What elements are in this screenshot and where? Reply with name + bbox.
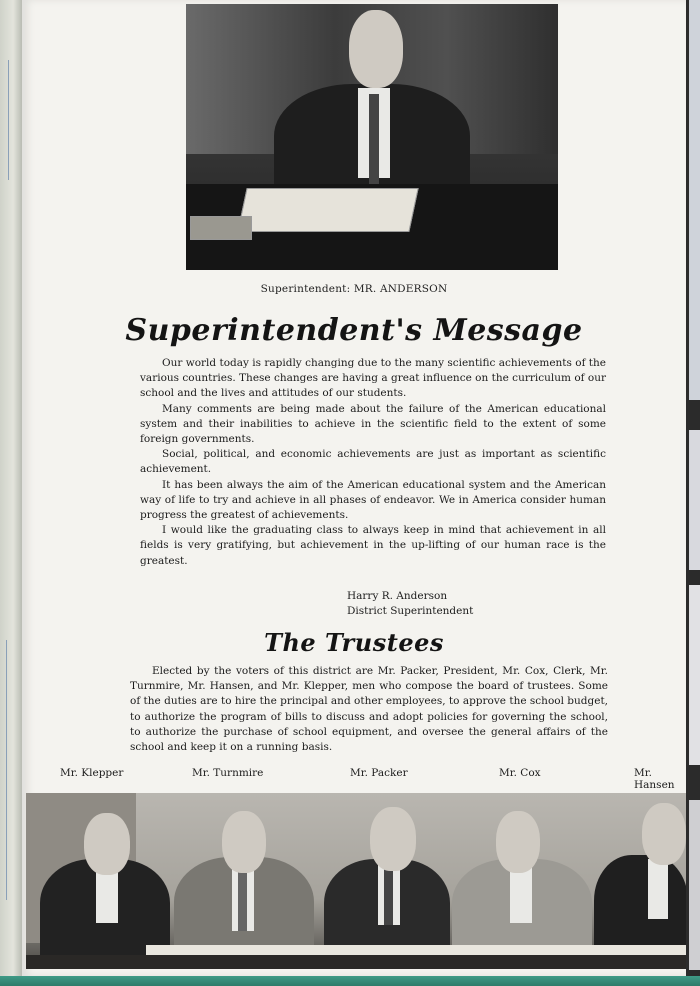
yearbook-page [22,0,686,976]
yearbook-binding [0,0,22,986]
signature-block [347,589,473,619]
message-paragraph: Social, political, and economic achievements are just as important as scientific achievement. [140,448,606,476]
pen-mark [8,60,9,180]
trustee-name: Mr. Hansen [634,767,675,791]
open-book [237,188,418,232]
message-paragraph: I would like the graduating class to always keep in mind that achievement in all fields is very gratifying, but achievement in the up-lifting of our human race is the greatest. [140,524,606,567]
signature-title: District Superintendent [347,605,474,617]
trustees-photo [26,793,688,969]
trustees-paragraph: Elected by the voters of this district are Mr. Packer, President, Mr. Cox, Clerk, Mr. Turnmire, Mr. Hansen, and Mr. Klepper, men who compose the board of trustees. Some of the duties are to hire the principal and other employees, to approve the school budget, to authorize the program of bills to discuss and adopt policies for governing the school, to authorize the purchase of school equipment, and oversee the general affairs of the school and keep it on a running basis. [130,665,608,754]
trustee-name: Mr. Packer [350,767,408,779]
trustees-title: The Trustees [264,628,444,657]
message-body [140,356,606,569]
trustee-name: Mr. Turnmire [192,767,264,779]
message-paragraph: Many comments are being made about the failure of the American educational system and their inabilities to achieve in the scientific field to the extent of some foreign governments. [140,402,606,446]
trustee-name: Mr. Cox [499,767,541,779]
signature-name: Harry R. Anderson [347,590,448,602]
message-paragraph: It has been always the aim of the American educational system and the American way of life to try and achieve in all phases of endeavor. We in America consider human progress the greatest of achievements. [140,478,606,522]
pen-mark [6,640,7,900]
message-title: Superintendent's Message [125,313,583,348]
cover-edge [0,976,700,986]
trustee-name: Mr. Klepper [60,767,124,779]
superintendent-photo [186,4,558,270]
photo-caption: Superintendent: MR. ANDERSON [260,283,448,295]
pen-holder [190,216,252,240]
next-page-edge [686,0,700,986]
trustees-body [130,664,608,755]
message-paragraph: Our world today is rapidly changing due to the many scientific achievements of the various countries. These changes are having a great influence on the curriculum of our school and the lives and attitudes of our students. [140,357,606,400]
